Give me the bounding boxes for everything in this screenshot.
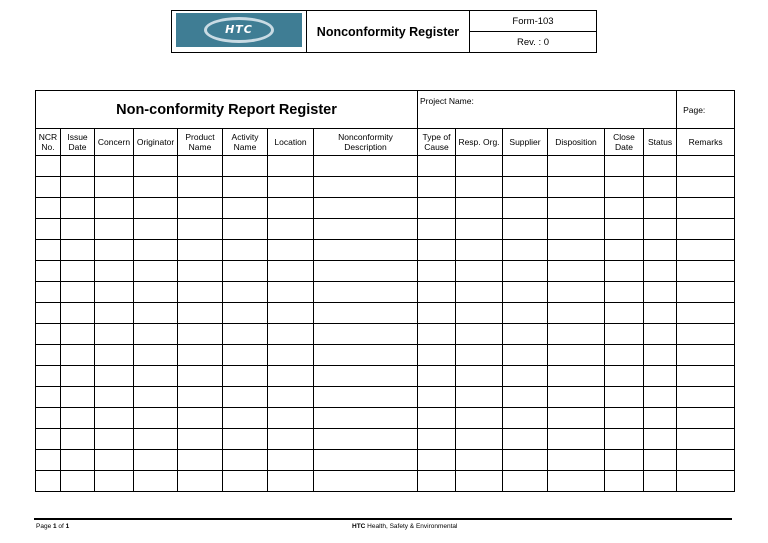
table-cell[interactable] xyxy=(418,450,456,471)
table-cell[interactable] xyxy=(644,282,677,303)
table-cell[interactable] xyxy=(134,240,178,261)
table-cell[interactable] xyxy=(503,324,548,345)
table-cell[interactable] xyxy=(61,471,95,492)
table-cell[interactable] xyxy=(178,450,223,471)
table-cell[interactable] xyxy=(95,450,134,471)
table-cell[interactable] xyxy=(61,450,95,471)
table-cell[interactable] xyxy=(503,366,548,387)
table-cell[interactable] xyxy=(677,450,735,471)
table-cell[interactable] xyxy=(95,324,134,345)
table-cell[interactable] xyxy=(178,282,223,303)
table-cell[interactable] xyxy=(61,345,95,366)
table-cell[interactable] xyxy=(223,261,268,282)
table-cell[interactable] xyxy=(61,303,95,324)
table-cell[interactable] xyxy=(677,219,735,240)
table-cell[interactable] xyxy=(548,450,605,471)
table-cell[interactable] xyxy=(178,303,223,324)
table-cell[interactable] xyxy=(95,156,134,177)
column-header: Activity Name xyxy=(223,129,268,156)
table-cell[interactable] xyxy=(223,429,268,450)
table-cell[interactable] xyxy=(605,177,644,198)
table-cell[interactable] xyxy=(418,240,456,261)
column-header: Remarks xyxy=(677,129,735,156)
table-cell[interactable] xyxy=(548,366,605,387)
table-cell[interactable] xyxy=(178,219,223,240)
table-cell[interactable] xyxy=(456,219,503,240)
form-header xyxy=(171,10,597,53)
table-cell[interactable] xyxy=(223,198,268,219)
table-cell[interactable] xyxy=(605,240,644,261)
table-cell[interactable] xyxy=(95,219,134,240)
table-cell[interactable] xyxy=(503,429,548,450)
table-cell[interactable] xyxy=(605,198,644,219)
table-cell[interactable] xyxy=(268,471,314,492)
table-cell[interactable] xyxy=(418,177,456,198)
table-cell[interactable] xyxy=(223,450,268,471)
table-cell[interactable] xyxy=(36,471,61,492)
logo-text: HTC xyxy=(225,23,253,36)
table-cell[interactable] xyxy=(223,240,268,261)
table-cell[interactable] xyxy=(61,261,95,282)
table-cell[interactable] xyxy=(314,198,418,219)
table-cell[interactable] xyxy=(61,387,95,408)
table-cell[interactable] xyxy=(95,471,134,492)
table-cell[interactable] xyxy=(36,450,61,471)
table-cell[interactable] xyxy=(134,324,178,345)
table-cell[interactable] xyxy=(314,156,418,177)
table-cell[interactable] xyxy=(677,261,735,282)
table-cell[interactable] xyxy=(314,240,418,261)
table-cell[interactable] xyxy=(503,471,548,492)
table-cell[interactable] xyxy=(223,303,268,324)
table-cell[interactable] xyxy=(314,429,418,450)
table-cell[interactable] xyxy=(605,324,644,345)
table-cell[interactable] xyxy=(456,177,503,198)
table-cell[interactable] xyxy=(178,177,223,198)
table-cell[interactable] xyxy=(95,282,134,303)
table-cell[interactable] xyxy=(456,450,503,471)
footer-page-number: Page 1 of 1 xyxy=(36,523,70,530)
table-cell[interactable] xyxy=(95,429,134,450)
table-cell[interactable] xyxy=(503,219,548,240)
table-cell[interactable] xyxy=(548,219,605,240)
column-header: NCR No. xyxy=(36,129,61,156)
table-cell[interactable] xyxy=(677,324,735,345)
table-cell[interactable] xyxy=(314,324,418,345)
table-cell[interactable] xyxy=(36,366,61,387)
table-cell[interactable] xyxy=(548,303,605,324)
table-cell[interactable] xyxy=(605,303,644,324)
table-cell[interactable] xyxy=(548,198,605,219)
table-cell[interactable] xyxy=(644,408,677,429)
table-cell[interactable] xyxy=(268,408,314,429)
table-cell[interactable] xyxy=(61,219,95,240)
table-cell[interactable] xyxy=(95,303,134,324)
table-cell[interactable] xyxy=(418,303,456,324)
table-cell[interactable] xyxy=(644,429,677,450)
table-cell[interactable] xyxy=(548,261,605,282)
table-cell[interactable] xyxy=(268,177,314,198)
table-cell[interactable] xyxy=(268,282,314,303)
table-cell[interactable] xyxy=(314,366,418,387)
register-title: Non-conformity Report Register xyxy=(36,91,418,129)
table-row xyxy=(36,156,735,177)
table-cell[interactable] xyxy=(314,345,418,366)
table-cell[interactable] xyxy=(677,240,735,261)
footer-company: HTC Health, Safety & Environmental xyxy=(352,523,458,530)
table-cell[interactable] xyxy=(61,198,95,219)
column-header: Type of Cause xyxy=(418,129,456,156)
table-row xyxy=(36,282,735,303)
table-cell[interactable] xyxy=(548,177,605,198)
table-cell[interactable] xyxy=(178,324,223,345)
table-cell[interactable] xyxy=(418,366,456,387)
table-cell[interactable] xyxy=(223,324,268,345)
table-cell[interactable] xyxy=(268,345,314,366)
table-cell[interactable] xyxy=(268,366,314,387)
column-header: Location xyxy=(268,129,314,156)
table-cell[interactable] xyxy=(36,156,61,177)
table-cell[interactable] xyxy=(314,450,418,471)
column-header: Issue Date xyxy=(61,129,95,156)
table-cell[interactable] xyxy=(36,240,61,261)
table-cell[interactable] xyxy=(134,177,178,198)
table-cell[interactable] xyxy=(503,345,548,366)
table-cell[interactable] xyxy=(644,156,677,177)
table-cell[interactable] xyxy=(314,177,418,198)
column-header: Status xyxy=(644,129,677,156)
table-cell[interactable] xyxy=(605,450,644,471)
table-cell[interactable] xyxy=(503,261,548,282)
table-cell[interactable] xyxy=(677,471,735,492)
table-cell[interactable] xyxy=(644,324,677,345)
table-cell[interactable] xyxy=(677,282,735,303)
table-cell[interactable] xyxy=(605,471,644,492)
table-cell[interactable] xyxy=(548,324,605,345)
table-cell[interactable] xyxy=(677,198,735,219)
table-row xyxy=(36,345,735,366)
table-cell[interactable] xyxy=(134,450,178,471)
table-cell[interactable] xyxy=(134,282,178,303)
table-row xyxy=(36,240,735,261)
table-cell[interactable] xyxy=(95,198,134,219)
table-cell[interactable] xyxy=(677,156,735,177)
column-header: Close Date xyxy=(605,129,644,156)
table-cell[interactable] xyxy=(36,219,61,240)
table-cell[interactable] xyxy=(644,450,677,471)
table-cell[interactable] xyxy=(314,303,418,324)
page-field[interactable] xyxy=(677,91,735,129)
table-cell[interactable] xyxy=(456,366,503,387)
table-cell[interactable] xyxy=(134,219,178,240)
table-cell[interactable] xyxy=(36,324,61,345)
table-cell[interactable] xyxy=(644,177,677,198)
table-cell[interactable] xyxy=(548,408,605,429)
table-cell[interactable] xyxy=(314,219,418,240)
table-cell[interactable] xyxy=(178,387,223,408)
table-cell[interactable] xyxy=(95,408,134,429)
table-cell[interactable] xyxy=(418,198,456,219)
project-name-label: Project Name: xyxy=(420,96,474,106)
table-cell[interactable] xyxy=(418,345,456,366)
table-cell[interactable] xyxy=(644,366,677,387)
table-cell[interactable] xyxy=(456,303,503,324)
table-cell[interactable] xyxy=(178,471,223,492)
table-cell[interactable] xyxy=(95,240,134,261)
table-row xyxy=(36,450,735,471)
column-header: Supplier xyxy=(503,129,548,156)
table-cell[interactable] xyxy=(644,240,677,261)
table-cell[interactable] xyxy=(644,219,677,240)
table-cell[interactable] xyxy=(677,387,735,408)
logo-cell xyxy=(172,11,307,53)
table-cell[interactable] xyxy=(548,240,605,261)
table-row xyxy=(36,366,735,387)
table-cell[interactable] xyxy=(61,408,95,429)
table-cell[interactable] xyxy=(548,156,605,177)
column-header: Product Name xyxy=(178,129,223,156)
footer-rule xyxy=(34,518,732,520)
column-header-row xyxy=(36,129,735,156)
table-cell[interactable] xyxy=(503,240,548,261)
table-cell[interactable] xyxy=(418,324,456,345)
table-cell[interactable] xyxy=(418,429,456,450)
table-cell[interactable] xyxy=(223,219,268,240)
table-cell[interactable] xyxy=(268,450,314,471)
company-logo xyxy=(176,13,302,47)
table-cell[interactable] xyxy=(677,345,735,366)
table-cell[interactable] xyxy=(314,261,418,282)
table-cell[interactable] xyxy=(134,345,178,366)
table-cell[interactable] xyxy=(456,240,503,261)
table-row xyxy=(36,198,735,219)
register-table xyxy=(35,90,735,492)
table-cell[interactable] xyxy=(95,387,134,408)
table-cell[interactable] xyxy=(605,261,644,282)
table-cell[interactable] xyxy=(644,198,677,219)
table-cell[interactable] xyxy=(503,408,548,429)
table-row xyxy=(36,177,735,198)
table-cell[interactable] xyxy=(268,429,314,450)
table-cell[interactable] xyxy=(61,240,95,261)
table-cell[interactable] xyxy=(677,366,735,387)
table-cell[interactable] xyxy=(61,282,95,303)
table-cell[interactable] xyxy=(223,366,268,387)
table-cell[interactable] xyxy=(456,471,503,492)
table-row xyxy=(36,261,735,282)
table-cell[interactable] xyxy=(456,198,503,219)
project-name-field[interactable] xyxy=(418,91,677,129)
table-cell[interactable] xyxy=(503,177,548,198)
table-cell[interactable] xyxy=(223,471,268,492)
table-cell[interactable] xyxy=(268,303,314,324)
table-cell[interactable] xyxy=(456,282,503,303)
table-cell[interactable] xyxy=(605,345,644,366)
table-cell[interactable] xyxy=(134,156,178,177)
table-cell[interactable] xyxy=(418,261,456,282)
table-cell[interactable] xyxy=(178,366,223,387)
table-cell[interactable] xyxy=(223,177,268,198)
table-cell[interactable] xyxy=(456,324,503,345)
table-cell[interactable] xyxy=(36,387,61,408)
table-cell[interactable] xyxy=(178,240,223,261)
table-row xyxy=(36,387,735,408)
table-cell[interactable] xyxy=(268,156,314,177)
table-cell[interactable] xyxy=(456,429,503,450)
table-cell[interactable] xyxy=(456,261,503,282)
table-cell[interactable] xyxy=(36,429,61,450)
table-cell[interactable] xyxy=(134,303,178,324)
table-cell[interactable] xyxy=(644,387,677,408)
column-header: Disposition xyxy=(548,129,605,156)
page-label: Page: xyxy=(683,104,706,115)
table-row xyxy=(36,408,735,429)
table-row xyxy=(36,219,735,240)
table-cell[interactable] xyxy=(605,408,644,429)
table-cell[interactable] xyxy=(456,156,503,177)
table-row xyxy=(36,303,735,324)
table-cell[interactable] xyxy=(178,429,223,450)
table-cell[interactable] xyxy=(36,408,61,429)
table-cell[interactable] xyxy=(605,156,644,177)
table-cell[interactable] xyxy=(36,303,61,324)
table-cell[interactable] xyxy=(677,429,735,450)
table-cell[interactable] xyxy=(268,387,314,408)
table-cell[interactable] xyxy=(503,303,548,324)
table-cell[interactable] xyxy=(134,429,178,450)
table-cell[interactable] xyxy=(95,345,134,366)
table-cell[interactable] xyxy=(223,345,268,366)
table-cell[interactable] xyxy=(134,366,178,387)
table-cell[interactable] xyxy=(605,366,644,387)
table-cell[interactable] xyxy=(677,177,735,198)
table-cell[interactable] xyxy=(548,282,605,303)
table-cell[interactable] xyxy=(223,282,268,303)
table-cell[interactable] xyxy=(268,261,314,282)
table-cell[interactable] xyxy=(268,324,314,345)
table-cell[interactable] xyxy=(503,156,548,177)
table-cell[interactable] xyxy=(605,219,644,240)
table-cell[interactable] xyxy=(456,387,503,408)
table-cell[interactable] xyxy=(314,471,418,492)
table-cell[interactable] xyxy=(268,219,314,240)
table-cell[interactable] xyxy=(418,387,456,408)
table-cell[interactable] xyxy=(134,408,178,429)
table-cell[interactable] xyxy=(268,198,314,219)
table-cell[interactable] xyxy=(644,471,677,492)
table-cell[interactable] xyxy=(314,282,418,303)
table-cell[interactable] xyxy=(36,282,61,303)
table-cell[interactable] xyxy=(61,366,95,387)
table-cell[interactable] xyxy=(223,156,268,177)
table-cell[interactable] xyxy=(314,387,418,408)
table-cell[interactable] xyxy=(95,177,134,198)
table-cell[interactable] xyxy=(548,429,605,450)
table-cell[interactable] xyxy=(36,345,61,366)
table-cell[interactable] xyxy=(134,471,178,492)
table-cell[interactable] xyxy=(36,198,61,219)
table-cell[interactable] xyxy=(314,408,418,429)
revision-number: Rev. : 0 xyxy=(470,32,597,53)
table-cell[interactable] xyxy=(548,345,605,366)
table-cell[interactable] xyxy=(644,303,677,324)
table-cell[interactable] xyxy=(418,471,456,492)
table-cell[interactable] xyxy=(644,261,677,282)
table-cell[interactable] xyxy=(456,345,503,366)
table-cell[interactable] xyxy=(223,387,268,408)
table-cell[interactable] xyxy=(418,408,456,429)
table-cell[interactable] xyxy=(605,282,644,303)
table-cell[interactable] xyxy=(178,408,223,429)
table-cell[interactable] xyxy=(644,345,677,366)
table-cell[interactable] xyxy=(456,408,503,429)
table-cell[interactable] xyxy=(503,450,548,471)
table-cell[interactable] xyxy=(223,408,268,429)
table-row xyxy=(36,471,735,492)
table-cell[interactable] xyxy=(503,198,548,219)
table-row xyxy=(36,324,735,345)
table-cell[interactable] xyxy=(418,219,456,240)
table-cell[interactable] xyxy=(418,156,456,177)
table-cell[interactable] xyxy=(134,198,178,219)
table-cell[interactable] xyxy=(61,177,95,198)
table-cell[interactable] xyxy=(61,156,95,177)
table-cell[interactable] xyxy=(178,261,223,282)
table-cell[interactable] xyxy=(178,156,223,177)
table-cell[interactable] xyxy=(605,387,644,408)
table-cell[interactable] xyxy=(61,324,95,345)
table-cell[interactable] xyxy=(61,429,95,450)
table-cell[interactable] xyxy=(95,366,134,387)
table-cell[interactable] xyxy=(418,282,456,303)
form-title: Nonconformity Register xyxy=(307,11,470,53)
table-cell[interactable] xyxy=(134,261,178,282)
table-cell[interactable] xyxy=(503,387,548,408)
table-cell[interactable] xyxy=(548,387,605,408)
table-cell[interactable] xyxy=(605,429,644,450)
table-cell[interactable] xyxy=(548,471,605,492)
table-cell[interactable] xyxy=(268,240,314,261)
table-cell[interactable] xyxy=(36,177,61,198)
table-cell[interactable] xyxy=(36,261,61,282)
table-cell[interactable] xyxy=(178,345,223,366)
table-cell[interactable] xyxy=(178,198,223,219)
table-cell[interactable] xyxy=(134,387,178,408)
table-row xyxy=(36,429,735,450)
table-cell[interactable] xyxy=(677,408,735,429)
table-cell[interactable] xyxy=(95,261,134,282)
column-header: Resp. Org. xyxy=(456,129,503,156)
table-cell[interactable] xyxy=(503,282,548,303)
column-header: Concern xyxy=(95,129,134,156)
column-header: Nonconformity Description xyxy=(314,129,418,156)
column-header: Originator xyxy=(134,129,178,156)
table-cell[interactable] xyxy=(677,303,735,324)
form-number: Form-103 xyxy=(470,11,597,32)
